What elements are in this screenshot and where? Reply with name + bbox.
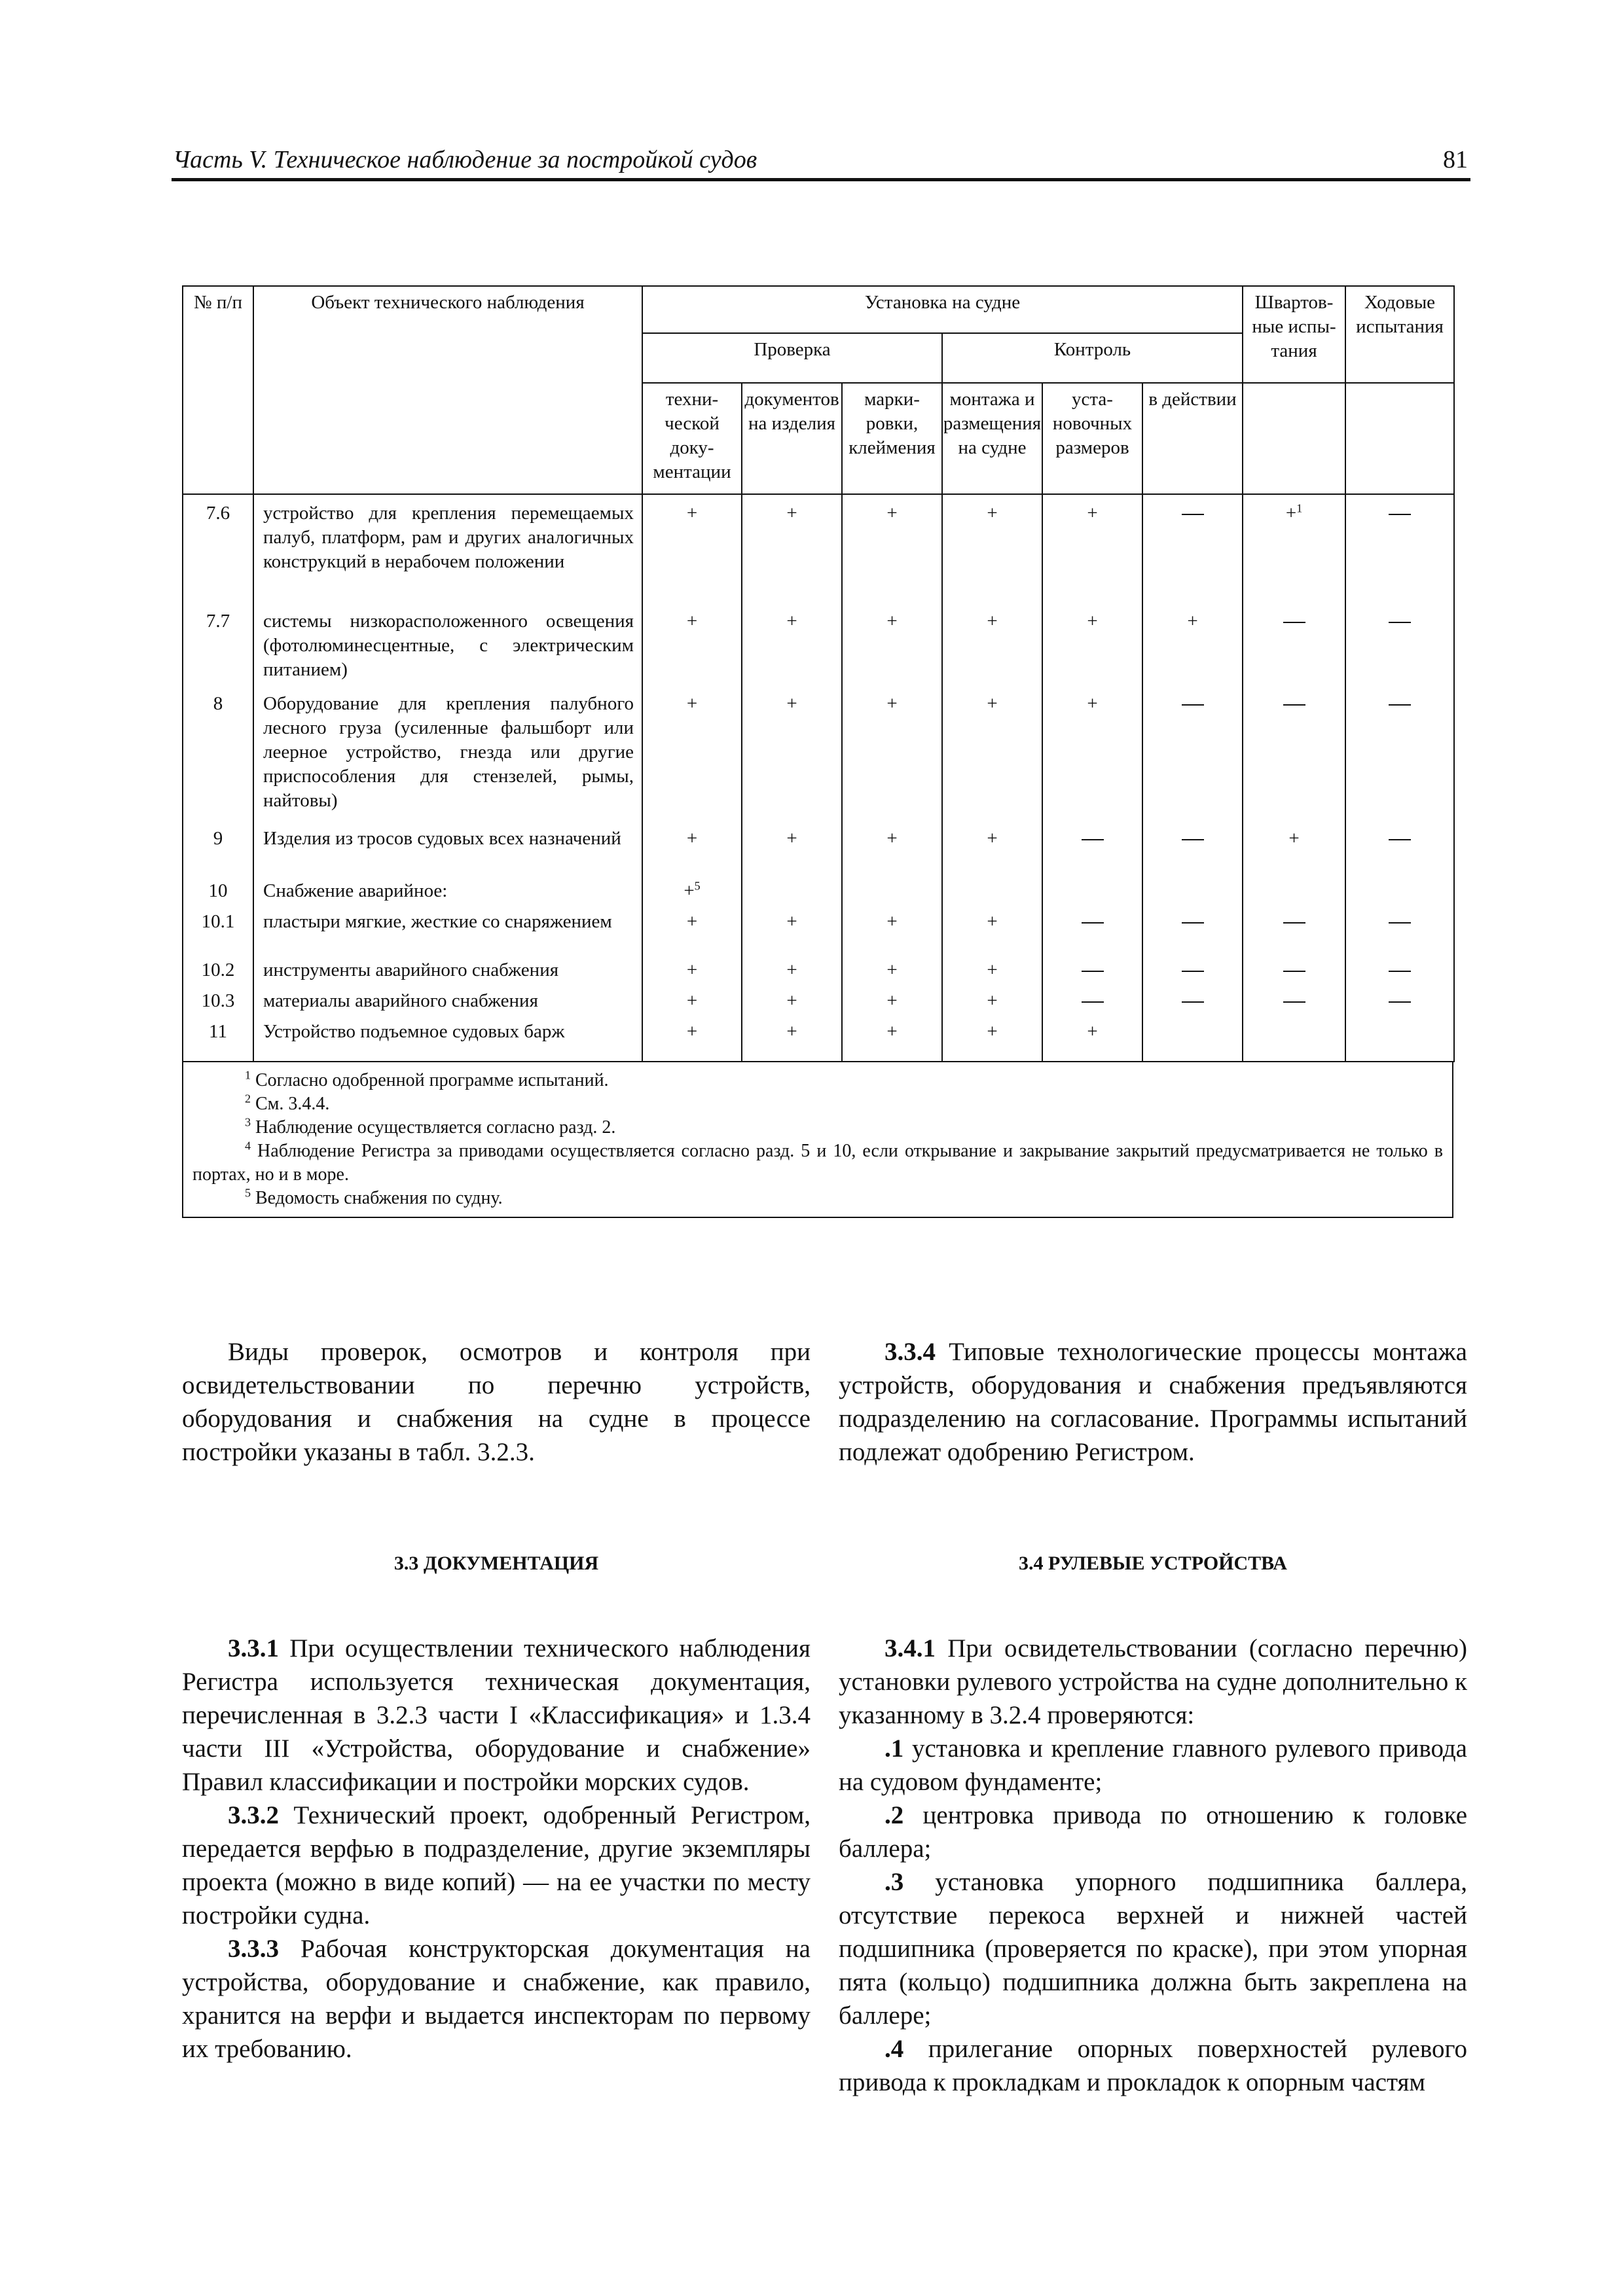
header-mooring: Швартовные испытания — [1243, 286, 1345, 383]
row-mark — [942, 872, 1042, 903]
dash-mark — [1182, 1001, 1204, 1003]
row-mark — [1142, 685, 1243, 820]
row-object: пластыри мягкие, жесткие со снаряжением — [253, 903, 642, 952]
dash-mark — [1182, 514, 1204, 515]
row-mark — [842, 872, 942, 903]
row-mark: + — [642, 685, 742, 820]
row-number: 7.7 — [183, 603, 253, 685]
row-mark — [1042, 872, 1142, 903]
row-mark — [1243, 952, 1345, 982]
right-column-intro — [839, 1335, 1467, 1469]
row-object: Снабжение аварийное: — [253, 872, 642, 903]
row-mark: + — [942, 494, 1042, 603]
dash-mark — [1182, 922, 1204, 924]
row-object: Устройство подъемное судовых барж — [253, 1013, 642, 1062]
footnote: $^3$ Наблюдение осуществляется согласно разд. 2. — [245, 1115, 616, 1138]
page-header — [172, 145, 1470, 181]
row-mark: + — [642, 820, 742, 872]
row-mark: + — [842, 903, 942, 952]
dash-mark — [1283, 922, 1305, 924]
header-sub-tech-docs: технической документации — [642, 383, 742, 494]
row-mark: + — [942, 903, 1042, 952]
dash-mark — [1283, 622, 1305, 623]
row-mark: + — [742, 494, 842, 603]
row-mark — [1142, 952, 1243, 982]
dash-mark — [1389, 839, 1411, 840]
row-mark: + — [642, 982, 742, 1013]
row-mark — [1243, 685, 1345, 820]
row-mark — [1042, 820, 1142, 872]
row-mark: + — [942, 982, 1042, 1013]
table-grid — [182, 285, 1455, 1062]
table-row — [183, 982, 1454, 1013]
row-mark — [1042, 952, 1142, 982]
table-row — [183, 685, 1454, 820]
header-sea-empty — [1345, 383, 1454, 494]
row-mark — [1345, 603, 1454, 685]
intro-paragraph: Виды проверок, осмотров и контроля при освидетельствовании по перечню устройств, оборудования и снабжения на судне в процессе постройки указаны в табл. 3.2.3. — [182, 1338, 811, 1466]
header-num: № п/п — [183, 286, 253, 494]
dash-mark — [1389, 704, 1411, 706]
footnote: $^1$ Согласно одобренной программе испытаний. — [245, 1068, 609, 1090]
row-number: 10 — [183, 872, 253, 903]
left-column-body — [182, 1632, 811, 2066]
row-mark: + — [642, 903, 742, 952]
row-mark — [1142, 982, 1243, 1013]
row-mark — [1042, 982, 1142, 1013]
list-item-4: .4 прилегание опорных поверхностей рулевого привода к прокладкам и прокладок к опорным частям — [839, 2035, 1467, 2096]
row-mark — [1345, 494, 1454, 603]
table-row — [183, 903, 1454, 952]
row-mark: + — [842, 494, 942, 603]
row-mark — [1042, 903, 1142, 952]
table-body — [183, 494, 1454, 1062]
dash-mark — [1182, 971, 1204, 972]
row-mark — [1243, 603, 1345, 685]
dash-mark — [1182, 704, 1204, 706]
row-mark — [1142, 872, 1243, 903]
list-item-2: .2 центровка привода по отношению к головке баллера; — [839, 1801, 1467, 1863]
row-mark: +$^5$ — [642, 872, 742, 903]
dash-mark — [1283, 1001, 1305, 1003]
row-mark — [1142, 820, 1243, 872]
section-heading-documentation: 3.3 ДОКУМЕНТАЦИЯ — [393, 1552, 599, 1574]
row-mark: + — [942, 1013, 1042, 1062]
row-mark — [1345, 685, 1454, 820]
dash-mark — [1389, 971, 1411, 972]
running-title: Часть V. Техническое наблюдение за постройкой судов — [173, 146, 757, 173]
row-mark: + — [642, 1013, 742, 1062]
left-column-intro — [182, 1335, 811, 1469]
row-object: Оборудование для крепления палубного лесного груза (усиленные фальшборт или леерное устройство, гнезда или другие приспособления для стензелей, рымы, найтовы) — [253, 685, 642, 820]
row-mark: + — [842, 603, 942, 685]
inspection-table — [182, 285, 1453, 1218]
header-sub-operation: в действии — [1142, 383, 1243, 494]
row-number: 8 — [183, 685, 253, 820]
row-mark: + — [742, 685, 842, 820]
section-heading-steering: 3.4 РУЛЕВЫЕ УСТРОЙСТВА — [1019, 1552, 1287, 1574]
row-mark — [1345, 1013, 1454, 1062]
row-mark: + — [842, 820, 942, 872]
dash-mark — [1389, 1001, 1411, 1003]
dash-mark — [1389, 922, 1411, 924]
list-item-1: .1 установка и крепление главного рулевого привода на судовом фундаменте; — [839, 1734, 1467, 1796]
dash-mark — [1283, 971, 1305, 972]
row-mark — [1243, 903, 1345, 952]
row-mark: + — [1243, 820, 1345, 872]
row-mark: + — [742, 1013, 842, 1062]
header-sub-dimensions: установочных размеров — [1042, 383, 1142, 494]
row-number: 7.6 — [183, 494, 253, 603]
header-object: Объект технического наблюдения — [253, 286, 642, 494]
row-object: устройство для крепления перемещаемых палуб, платформ, рам и других аналогичных конструкций в нерабочем положении — [253, 494, 642, 603]
footnote: $^5$ Ведомость снабжения по судну. — [245, 1186, 503, 1208]
row-mark: + — [642, 952, 742, 982]
row-mark — [1243, 982, 1345, 1013]
table-row — [183, 494, 1454, 603]
dash-mark — [1082, 922, 1104, 924]
footnote: $^2$ См. 3.4.4. — [245, 1092, 330, 1114]
row-mark: + — [1142, 603, 1243, 685]
row-mark: + — [842, 685, 942, 820]
row-object: Изделия из тросов судовых всех назначений — [253, 820, 642, 872]
row-mark: + — [842, 1013, 942, 1062]
footnote-ref: 1 — [1296, 501, 1303, 515]
row-mark: + — [942, 952, 1042, 982]
row-mark: + — [1042, 1013, 1142, 1062]
row-mark — [1345, 952, 1454, 982]
header-sub-mounting: монтажа и размещения на судне — [942, 383, 1042, 494]
row-number: 10.2 — [183, 952, 253, 982]
row-mark — [1345, 982, 1454, 1013]
row-mark — [1142, 494, 1243, 603]
row-mark: + — [1042, 685, 1142, 820]
row-number: 11 — [183, 1013, 253, 1062]
row-mark: + — [742, 982, 842, 1013]
paragraph-3-3-4: 3.3.4 Типовые технологические процессы монтажа устройств, оборудования и снабжения предъявляются подразделению на согласование. Программы испытаний подлежат одобрению Регистром. — [839, 1338, 1467, 1466]
table-row — [183, 1013, 1454, 1062]
row-mark: +$^1$ — [1243, 494, 1345, 603]
row-mark — [1243, 1013, 1345, 1062]
list-item-3: .3 установка упорного подшипника баллера, отсутствие перекоса верхней и нижней частей подшипника (проверяется по краске), при этом упорная пята (кольцо) подшипника должна быть закреплена на баллере; — [839, 1868, 1467, 2030]
row-mark — [1243, 872, 1345, 903]
header-install: Установка на судне — [642, 286, 1243, 333]
row-mark: + — [942, 820, 1042, 872]
paragraph-3-3-2: 3.3.2 Технический проект, одобренный Регистром, передается верфью в подразделение, другие экземпляры проекта (можно в виде копий) — на ее участки по месту постройки судна. — [182, 1801, 811, 1929]
footnote: $^4$ Наблюдение Регистра за приводами осуществляется согласно разд. 5 и 10, если открывание и закрывание закрытий предусматривается не только в портах, но и в море. — [192, 1139, 1444, 1185]
row-mark: + — [642, 494, 742, 603]
dash-mark — [1082, 1001, 1104, 1003]
dash-mark — [1082, 971, 1104, 972]
row-mark: + — [642, 603, 742, 685]
paragraph-3-3-3: 3.3.3 Рабочая конструкторская документация на устройства, оборудование и снабжение, как правило, хранится на верфи и выдается инспекторам по первому их требованию. — [182, 1935, 811, 2063]
page-number: 81 — [1443, 146, 1468, 173]
row-number: 10.3 — [183, 982, 253, 1013]
header-sea: Ходовые испытания — [1345, 286, 1454, 383]
row-mark — [1142, 903, 1243, 952]
row-object: системы низкорасположенного освещения (фотолюминесцентные, с электрическим питанием) — [253, 603, 642, 685]
table-footnotes — [182, 1062, 1453, 1218]
row-mark — [1345, 820, 1454, 872]
header-mooring-empty — [1243, 383, 1345, 494]
row-mark: + — [742, 820, 842, 872]
row-number: 9 — [183, 820, 253, 872]
row-mark — [1345, 872, 1454, 903]
table-row — [183, 872, 1454, 903]
row-mark — [1345, 903, 1454, 952]
dash-mark — [1389, 622, 1411, 623]
paragraph-3-4-1: 3.4.1 При освидетельствовании (согласно перечню) установки рулевого устройства на судне дополнительно к указанному в 3.2.4 проверяются: — [839, 1634, 1467, 1729]
row-mark — [742, 872, 842, 903]
row-mark — [1142, 1013, 1243, 1062]
row-mark: + — [942, 685, 1042, 820]
footnote-ref: 5 — [694, 879, 701, 893]
table-row — [183, 952, 1454, 982]
table-row — [183, 820, 1454, 872]
dash-mark — [1283, 704, 1305, 706]
header-sub-product-docs: документов на изделия — [742, 383, 842, 494]
row-mark: + — [942, 603, 1042, 685]
dash-mark — [1389, 514, 1411, 515]
right-column-body — [839, 1632, 1467, 2099]
row-mark: + — [742, 952, 842, 982]
row-number: 10.1 — [183, 903, 253, 952]
dash-mark — [1082, 839, 1104, 840]
table-row — [183, 603, 1454, 685]
header-sub-marking: маркировки, клеймения — [842, 383, 942, 494]
header-check: Проверка — [642, 333, 942, 383]
row-mark: + — [842, 952, 942, 982]
header-control: Контроль — [942, 333, 1243, 383]
row-mark: + — [1042, 494, 1142, 603]
row-object: материалы аварийного снабжения — [253, 982, 642, 1013]
dash-mark — [1182, 839, 1204, 840]
row-mark: + — [842, 982, 942, 1013]
row-mark: + — [1042, 603, 1142, 685]
row-mark: + — [742, 903, 842, 952]
row-mark: + — [742, 603, 842, 685]
paragraph-3-3-1: 3.3.1 При осуществлении технического наблюдения Регистра используется техническая документация, перечисленная в 3.2.3 части I «Классификация» и 1.3.4 части III «Устройства, оборудование и снабжение» Правил классификации и постройки морских судов. — [182, 1634, 811, 1796]
row-object: инструменты аварийного снабжения — [253, 952, 642, 982]
